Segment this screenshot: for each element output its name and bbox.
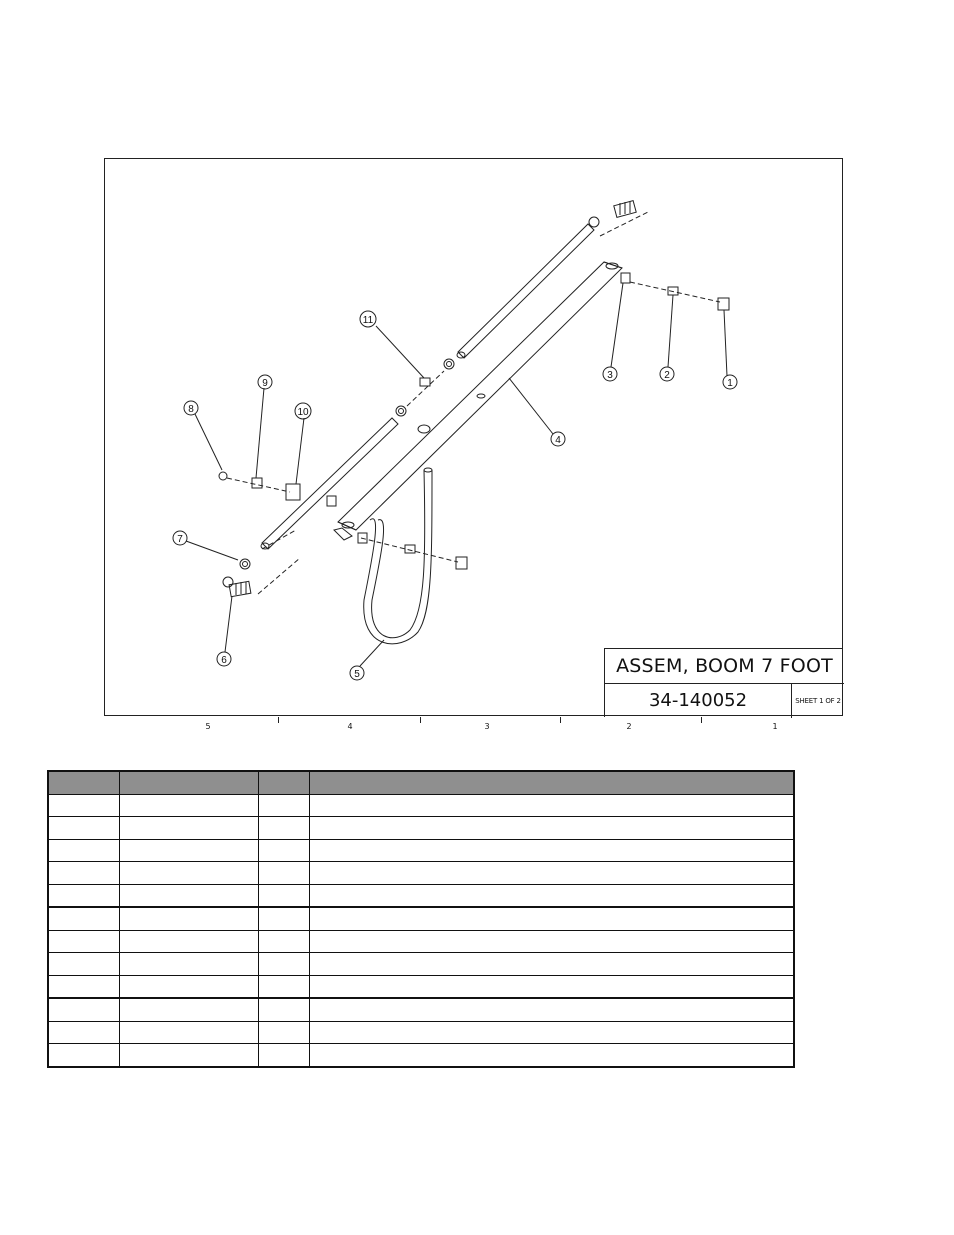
cell	[258, 884, 309, 907]
bill-of-materials-table	[47, 770, 795, 1068]
cell	[48, 975, 119, 998]
balloon-label-11: 11	[362, 315, 374, 326]
cell	[309, 1044, 794, 1067]
cell	[48, 795, 119, 817]
drawing-number: 34-140052	[605, 684, 792, 718]
sheet-indicator: SHEET 1 OF 2	[795, 697, 841, 705]
header-part-no	[119, 771, 258, 795]
zone-label: 3	[484, 722, 490, 731]
header-item-no	[48, 771, 119, 795]
cell	[309, 998, 794, 1021]
cell	[309, 817, 794, 839]
cell	[258, 1044, 309, 1067]
balloon-label-7: 7	[177, 534, 183, 545]
balloon-label-5: 5	[354, 669, 360, 680]
table-row	[48, 1044, 794, 1067]
zone-label: 1	[772, 722, 778, 731]
cell	[258, 998, 309, 1021]
cell	[119, 953, 258, 975]
balloon-label-3: 3	[607, 370, 613, 381]
cell	[48, 930, 119, 952]
zone-label: 2	[626, 722, 632, 731]
cell	[309, 839, 794, 861]
table-row	[48, 975, 794, 998]
header-description	[309, 771, 794, 795]
balloon-label-10: 10	[297, 407, 309, 418]
cell	[119, 1044, 258, 1067]
cell	[258, 795, 309, 817]
cell	[119, 839, 258, 861]
cell	[258, 862, 309, 884]
cell	[309, 907, 794, 930]
cell	[48, 1021, 119, 1043]
cell	[258, 907, 309, 930]
header-qty	[258, 771, 309, 795]
zone-divider	[278, 717, 279, 723]
cell	[258, 817, 309, 839]
table-row	[48, 953, 794, 975]
cell	[119, 998, 258, 1021]
cell	[309, 930, 794, 952]
cell	[309, 953, 794, 975]
balloon-label-4: 4	[555, 435, 561, 446]
cell	[119, 862, 258, 884]
balloon-label-6: 6	[221, 655, 227, 666]
nozzle-body-lower	[223, 577, 251, 597]
title-block	[604, 648, 843, 717]
zone-label: 4	[347, 722, 353, 731]
cell	[48, 953, 119, 975]
nozzle-body-upper	[589, 201, 636, 227]
table-row	[48, 839, 794, 861]
balloon-label-8: 8	[188, 404, 194, 415]
cell	[48, 884, 119, 907]
table-row	[48, 862, 794, 884]
cell	[119, 930, 258, 952]
cell	[48, 839, 119, 861]
cell	[309, 862, 794, 884]
cell	[48, 1044, 119, 1067]
balloon-label-2: 2	[664, 370, 670, 381]
balloon-label-9: 9	[262, 378, 268, 389]
cell	[309, 795, 794, 817]
table-header-row	[48, 771, 794, 795]
table-row	[48, 1021, 794, 1043]
table-row	[48, 817, 794, 839]
drawing-title: ASSEM, BOOM 7 FOOT	[605, 649, 844, 684]
zone-label: 5	[205, 722, 211, 731]
cell	[119, 1021, 258, 1043]
boom-bar	[338, 262, 622, 530]
balloon-label-1: 1	[727, 378, 733, 389]
cell	[119, 795, 258, 817]
cell	[309, 884, 794, 907]
cell	[48, 907, 119, 930]
zone-divider	[560, 717, 561, 723]
zone-divider	[701, 717, 702, 723]
table-row	[48, 884, 794, 907]
cell	[258, 953, 309, 975]
cell	[309, 1021, 794, 1043]
table-row	[48, 930, 794, 952]
zone-divider	[420, 717, 421, 723]
cell	[119, 975, 258, 998]
cell	[48, 862, 119, 884]
table-row	[48, 907, 794, 930]
table-row	[48, 795, 794, 817]
cell	[119, 907, 258, 930]
table-row	[48, 998, 794, 1021]
cell	[258, 975, 309, 998]
cell	[48, 817, 119, 839]
cell	[258, 930, 309, 952]
cell	[258, 1021, 309, 1043]
cell	[309, 975, 794, 998]
cell	[119, 817, 258, 839]
cell	[119, 884, 258, 907]
item-balloons	[173, 311, 737, 680]
cell	[258, 839, 309, 861]
cell	[48, 998, 119, 1021]
